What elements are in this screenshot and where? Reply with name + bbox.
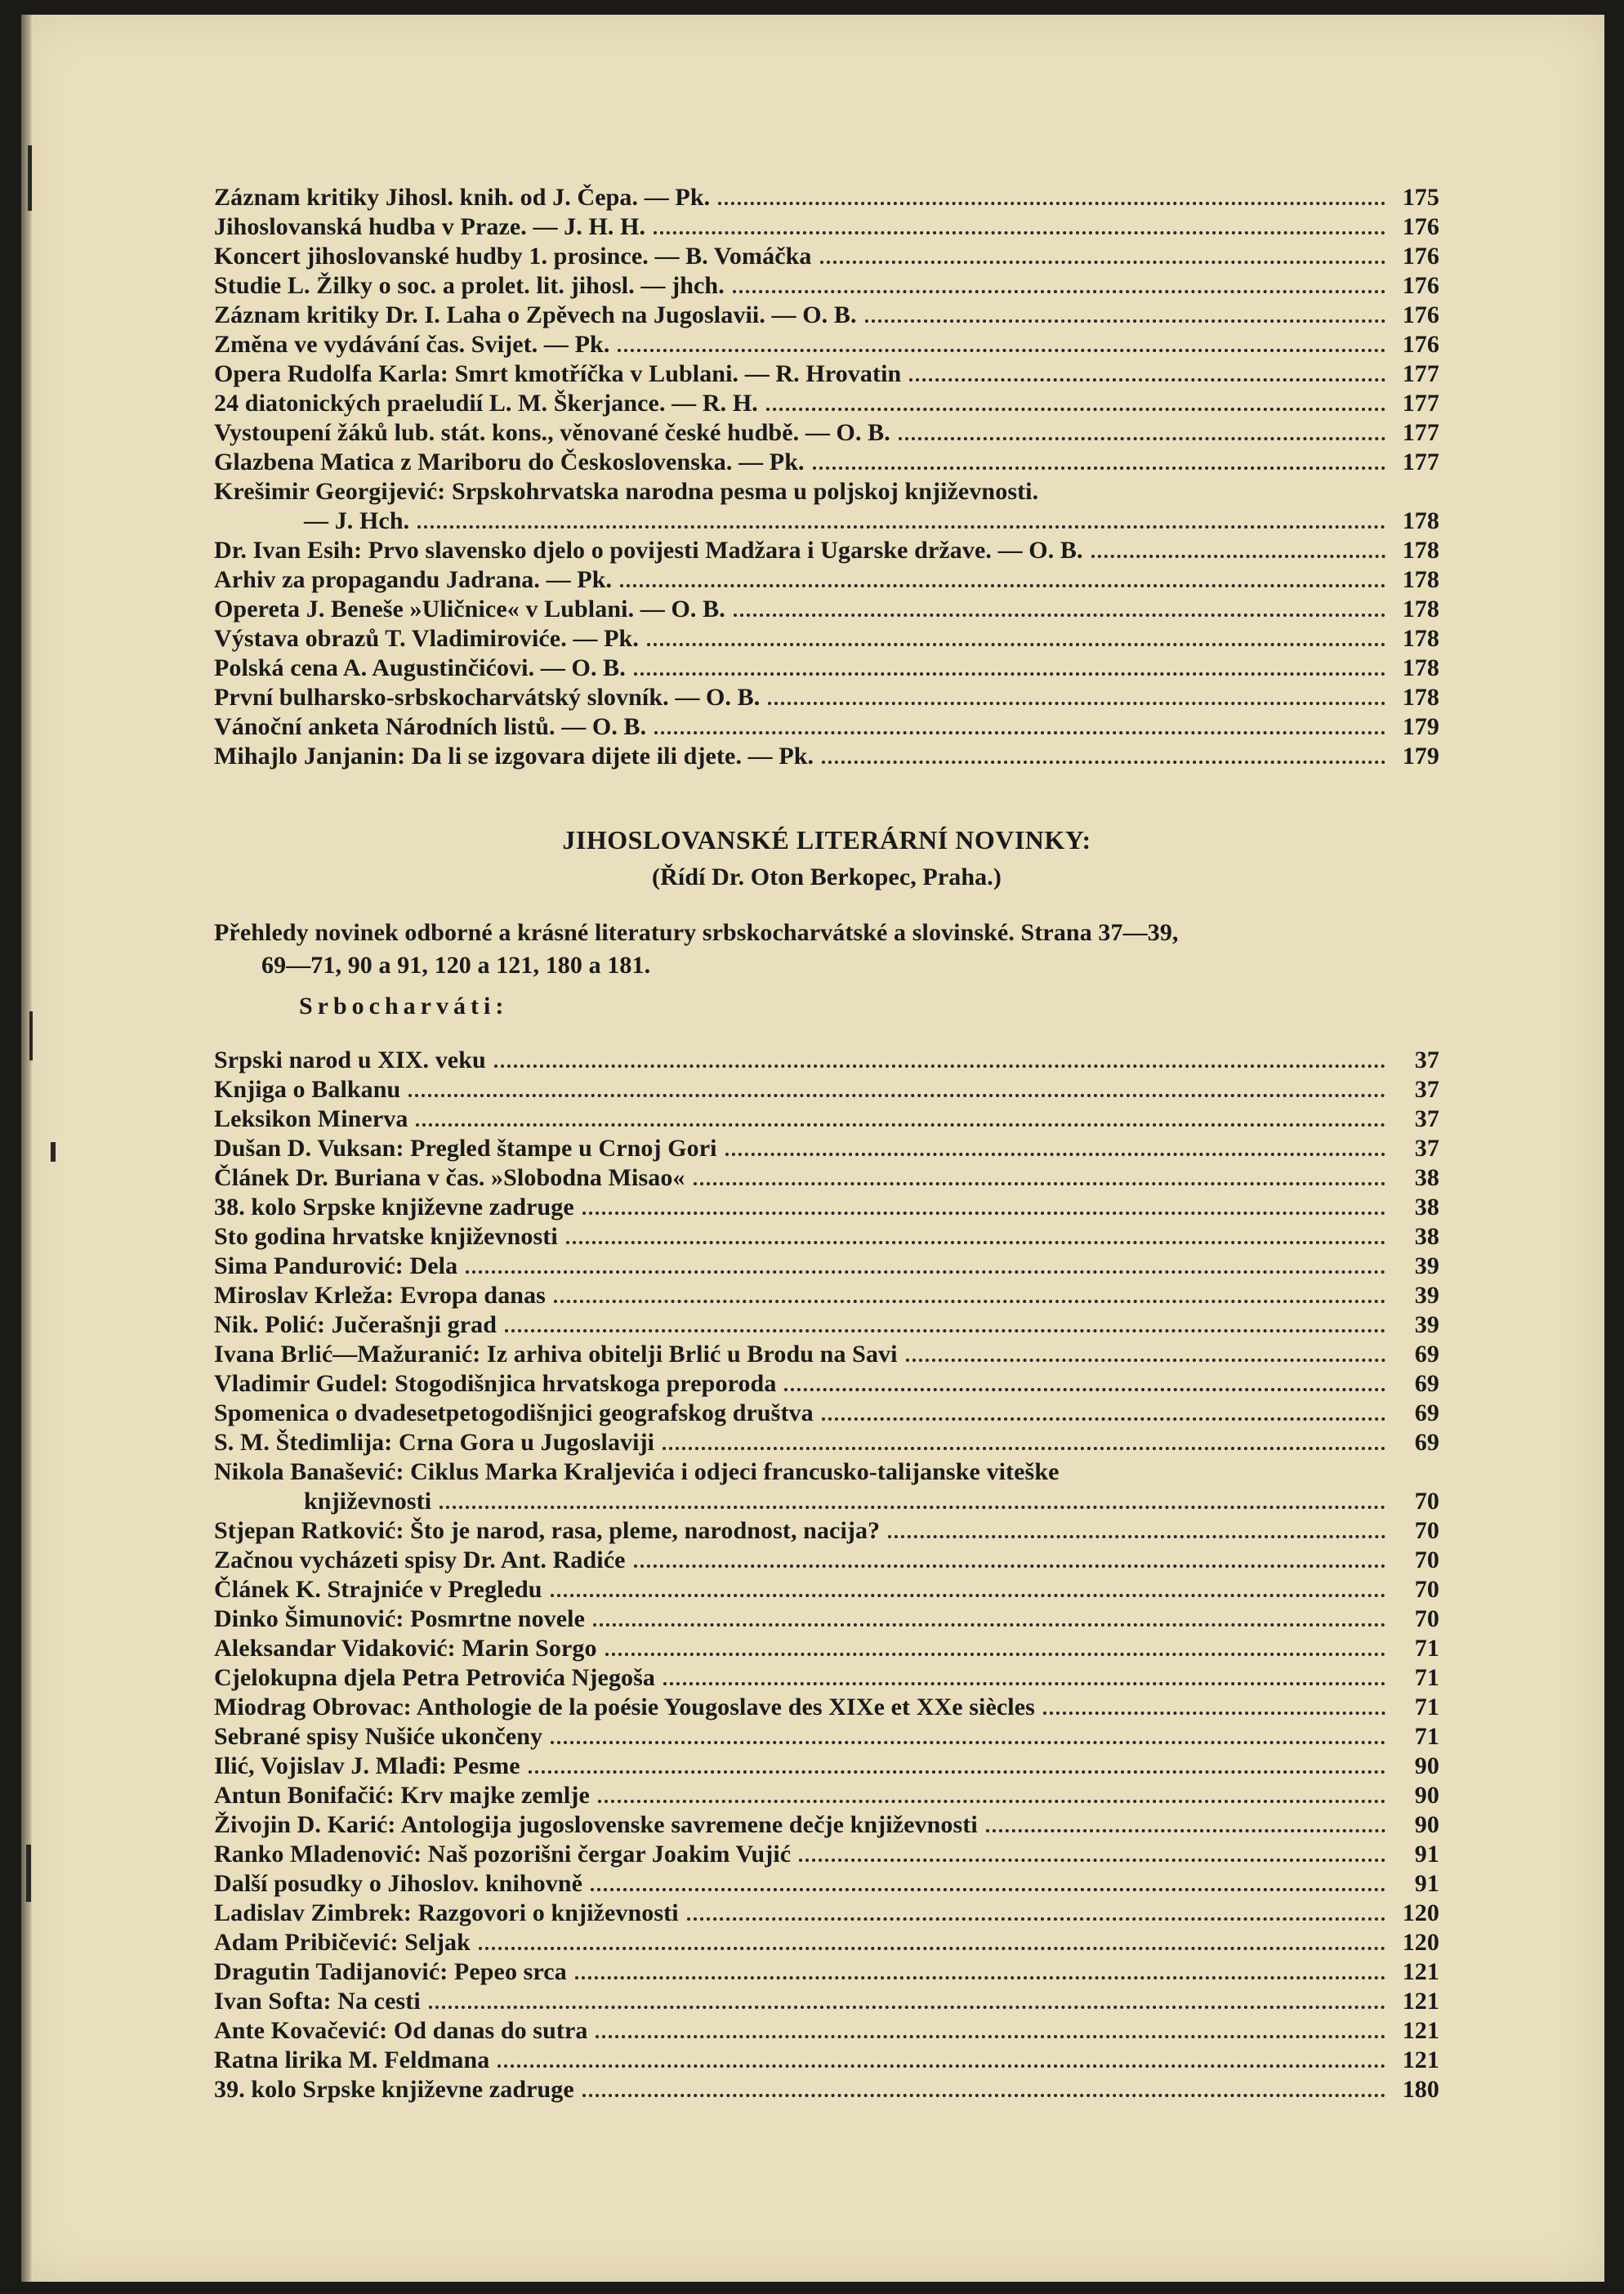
toc-entry-text: Knjiga o Balkanu	[214, 1076, 401, 1103]
dot-leader	[694, 1182, 1385, 1185]
toc-page-number: 177	[1402, 419, 1439, 446]
dot-leader	[551, 1594, 1385, 1597]
toc-entry-text: Ivan Softa: Na cesti	[214, 1988, 421, 2015]
section-title: JIHOSLOVANSKÉ LITERÁRNÍ NOVINKY:	[562, 825, 1091, 855]
dot-leader	[494, 1064, 1385, 1068]
toc-entry-text: Sto godina hrvatske književnosti	[214, 1223, 558, 1250]
section-editor: (Řídí Dr. Oton Berkopec, Praha.)	[652, 864, 1002, 890]
dot-leader	[654, 231, 1385, 234]
toc-entry	[214, 2075, 1439, 2104]
toc-entry	[214, 2016, 1439, 2046]
subheading-srbocharvati: Srbocharváti:	[299, 993, 509, 1020]
dot-leader	[634, 1564, 1385, 1568]
dot-leader	[479, 1947, 1385, 1950]
toc-page-number: 70	[1414, 1517, 1439, 1544]
dot-leader	[575, 1976, 1385, 1979]
toc-entry-text: Vladimir Gudel: Stogodišnjica hrvatskoga preporoda	[214, 1370, 777, 1397]
toc-entry-text: Polská cena A. Augustinčićovi. — O. B.	[214, 654, 626, 681]
toc-entry	[214, 536, 1439, 565]
toc-entry-continuation: književnosti	[304, 1488, 432, 1515]
dot-leader	[647, 643, 1385, 646]
toc-page-number: 121	[1402, 2046, 1439, 2073]
dot-leader	[820, 261, 1385, 264]
toc-page-number: 179	[1402, 713, 1439, 740]
dot-leader	[582, 1212, 1385, 1215]
toc-entry	[214, 1134, 1439, 1163]
toc-page-number: 69	[1414, 1429, 1439, 1456]
toc-entry	[214, 1310, 1439, 1340]
dot-leader	[505, 1329, 1385, 1332]
toc-page-number: 38	[1414, 1194, 1439, 1221]
toc-entry	[214, 242, 1439, 271]
toc-entry	[214, 1222, 1439, 1252]
toc-entry	[214, 507, 1439, 536]
toc-entry	[214, 2046, 1439, 2075]
toc-entry	[214, 1840, 1439, 1869]
toc-entry-text: Opereta J. Beneše »Uličnice« v Lublani. — O. B.	[214, 596, 725, 623]
dot-leader	[605, 1653, 1385, 1656]
toc-entry-text: Nikola Banašević: Ciklus Marka Kraljevića i odjeci francusko-talijanske viteške	[214, 1458, 1060, 1485]
toc-entry	[214, 1957, 1439, 1987]
toc-entry	[214, 1928, 1439, 1957]
toc-entry	[214, 1899, 1439, 1928]
toc-entry	[214, 1634, 1439, 1663]
toc-page-number: 177	[1402, 360, 1439, 387]
dot-leader	[417, 525, 1385, 529]
toc-page-number: 176	[1402, 243, 1439, 270]
toc-entry-text: Záznam kritiky Dr. I. Laha o Zpěvech na Jugoslavii. — O. B.	[214, 301, 857, 328]
toc-page-number: 178	[1402, 566, 1439, 593]
toc-page-number: 37	[1414, 1105, 1439, 1132]
toc-page-number: 121	[1402, 2017, 1439, 2044]
dot-leader	[466, 1270, 1385, 1274]
toc-entry-text: Ilić, Vojislav J. Mlađi: Pesme	[214, 1752, 520, 1779]
dot-leader	[865, 319, 1385, 323]
dot-leader	[799, 1859, 1385, 1862]
toc-entry	[214, 1546, 1439, 1575]
binding-mark	[26, 1845, 31, 1902]
toc-entry-text: 38. kolo Srpske književne zadruge	[214, 1194, 574, 1221]
dot-leader	[551, 1741, 1385, 1744]
dot-leader	[663, 1682, 1385, 1685]
toc-entry-text: S. M. Štedimlija: Crna Gora u Jugoslaviji	[214, 1429, 655, 1456]
toc-entry-text: Sima Pandurović: Dela	[214, 1252, 458, 1279]
toc-page-number: 37	[1414, 1076, 1439, 1103]
toc-page-number: 39	[1414, 1282, 1439, 1309]
toc-entry-text: Další posudky o Jihoslov. knihovně	[214, 1870, 583, 1897]
toc-entry	[214, 301, 1439, 330]
toc-entry	[214, 359, 1439, 389]
dot-leader	[618, 349, 1385, 352]
toc-page-number: 121	[1402, 1988, 1439, 2015]
toc-entry-text: Cjelokupna djela Petra Petrovića Njegoša	[214, 1664, 656, 1691]
toc-entry-text: Jihoslovanská hudba v Praze. — J. H. H.	[214, 213, 646, 240]
toc-page-number: 176	[1402, 213, 1439, 240]
toc-entry-text: 39. kolo Srpske književne zadruge	[214, 2076, 574, 2103]
dot-leader	[566, 1241, 1385, 1244]
page-content	[214, 183, 1439, 2104]
toc-entry-text: Ante Kovačević: Od danas do sutra	[214, 2017, 588, 2044]
toc-page-number: 91	[1414, 1841, 1439, 1868]
toc-page-number: 90	[1414, 1782, 1439, 1809]
toc-entry-text: Článek Dr. Buriana v čas. »Slobodna Misao«	[214, 1164, 685, 1191]
dot-leader	[725, 1153, 1385, 1156]
toc-entry	[214, 212, 1439, 242]
toc-page-number: 71	[1414, 1664, 1439, 1691]
dot-leader	[734, 614, 1385, 617]
dot-leader	[591, 1888, 1385, 1891]
toc-entry-text: Živojin D. Karić: Antologija jugoslovenske savremene dečje književnosti	[214, 1811, 978, 1838]
dot-leader	[813, 466, 1385, 470]
toc-page-number: 176	[1402, 301, 1439, 328]
dot-leader	[784, 1388, 1385, 1391]
toc-entry-text: Vánoční anketa Národních listů. — O. B.	[214, 713, 647, 740]
toc-entry-text: Srpski narod u XIX. veku	[214, 1047, 486, 1073]
dot-leader	[620, 584, 1385, 587]
toc-page-number: 69	[1414, 1399, 1439, 1426]
toc-entry	[214, 1193, 1439, 1222]
scanned-page	[21, 15, 1604, 2282]
toc-page-number: 121	[1402, 1958, 1439, 1985]
toc-entry-text: Změna ve vydávání čas. Svijet. — Pk.	[214, 331, 610, 358]
toc-entry	[214, 1693, 1439, 1722]
dot-leader	[888, 1535, 1385, 1538]
toc-page-number: 178	[1402, 625, 1439, 652]
toc-entry-text: Dinko Šimunović: Posmrtne novele	[214, 1605, 586, 1632]
novinky-list	[214, 1046, 1439, 2104]
toc-entry-continuation: — J. Hch.	[304, 507, 410, 534]
toc-entry	[214, 1575, 1439, 1604]
toc-entry-text: Záznam kritiky Jihosl. knih. od J. Čepa. — Pk.	[214, 184, 711, 211]
toc-entry	[214, 742, 1439, 771]
toc-entry	[214, 1810, 1439, 1840]
toc-entry	[214, 1163, 1439, 1193]
toc-page-number: 37	[1414, 1135, 1439, 1162]
toc-entry	[214, 1046, 1439, 1075]
toc-entry-text: Arhiv za propagandu Jadrana. — Pk.	[214, 566, 613, 593]
toc-entry	[214, 1281, 1439, 1310]
toc-entry	[214, 1428, 1439, 1457]
toc-page-number: 176	[1402, 272, 1439, 299]
dot-leader	[596, 2035, 1385, 2038]
dot-leader	[766, 408, 1385, 411]
toc-entry	[214, 1369, 1439, 1399]
dot-leader	[634, 672, 1385, 676]
toc-page-number: 177	[1402, 390, 1439, 417]
toc-page-number: 37	[1414, 1047, 1439, 1073]
toc-entry	[214, 389, 1439, 418]
toc-page-number: 71	[1414, 1723, 1439, 1750]
toc-page-number: 180	[1402, 2076, 1439, 2103]
dot-leader	[687, 1917, 1385, 1921]
toc-entry	[214, 1752, 1439, 1781]
toc-entry-text: Sebrané spisy Nušiće ukončeny	[214, 1723, 543, 1750]
dot-leader	[416, 1123, 1385, 1127]
toc-entry-text: Ivana Brlić—Mažuranić: Iz arhiva obitelji Brlić u Brodu na Savi	[214, 1341, 898, 1368]
toc-entry	[214, 1781, 1439, 1810]
toc-entry	[214, 183, 1439, 212]
toc-page-number: 176	[1402, 331, 1439, 358]
dot-leader	[822, 1417, 1385, 1421]
toc-entry	[214, 654, 1439, 683]
toc-entry	[214, 1987, 1439, 2016]
toc-entry-text: Glazbena Matica z Mariboru do Československa. — Pk.	[214, 449, 805, 475]
toc-entry-text: Výstava obrazů T. Vladimiroviće. — Pk.	[214, 625, 639, 652]
dot-leader	[554, 1300, 1385, 1303]
binding-mark	[29, 1011, 33, 1060]
toc-entry	[214, 712, 1439, 742]
toc-entry	[214, 1075, 1439, 1105]
intro-line-2: 69—71, 90 a 91, 120 a 121, 180 a 181.	[261, 952, 651, 979]
toc-page-number: 179	[1402, 743, 1439, 770]
dot-leader	[718, 202, 1385, 205]
dot-leader	[582, 2094, 1385, 2097]
toc-entry-text: Ratna lirika M. Feldmana	[214, 2046, 490, 2073]
toc-page-number: 178	[1402, 537, 1439, 564]
toc-page-number: 39	[1414, 1311, 1439, 1338]
toc-entry-text: Opera Rudolfa Karla: Smrt kmotříčka v Lublani. — R. Hrovatin	[214, 360, 902, 387]
dot-leader	[663, 1447, 1385, 1450]
toc-entry-text: Leksikon Minerva	[214, 1105, 408, 1132]
toc-page-number: 70	[1414, 1488, 1439, 1515]
toc-entry-text: Miodrag Obrovac: Anthologie de la poésie Yougoslave des XIXe et XXe siècles	[214, 1694, 1035, 1720]
toc-entry-text: Stjepan Ratković: Što je narod, rasa, pleme, narodnost, nacija?	[214, 1517, 881, 1544]
dot-leader	[768, 702, 1385, 705]
toc-entry-text: Nik. Polić: Jučerašnji grad	[214, 1311, 497, 1338]
toc-page-number: 70	[1414, 1546, 1439, 1573]
toc-entry-text: Mihajlo Janjanin: Da li se izgovara dijete ili djete. — Pk.	[214, 743, 814, 770]
dot-leader	[408, 1094, 1385, 1097]
toc-entry-text: Článek K. Strajniće v Pregledu	[214, 1576, 542, 1603]
toc-page-number: 70	[1414, 1605, 1439, 1632]
toc-page-number: 178	[1402, 596, 1439, 623]
toc-page-number: 120	[1402, 1899, 1439, 1926]
toc-entry-text: Dušan D. Vuksan: Pregled štampe u Crnoj Gori	[214, 1135, 717, 1162]
toc-entry	[214, 1487, 1439, 1516]
toc-entry	[214, 448, 1439, 477]
dot-leader	[822, 761, 1385, 764]
toc-entry	[214, 1722, 1439, 1752]
dot-leader	[899, 437, 1385, 440]
dot-leader	[909, 378, 1385, 382]
dot-leader	[529, 1770, 1385, 1774]
toc-entry-text: Studie L. Žilky o soc. a prolet. lit. jihosl. — jhch.	[214, 272, 725, 299]
toc-page-number: 71	[1414, 1635, 1439, 1662]
dot-leader	[598, 1800, 1385, 1803]
intro-line-1: Přehledy novinek odborné a krásné literatury srbskocharvátské a slovinské. Strana 37—39,	[214, 919, 1179, 946]
dot-leader	[439, 1506, 1385, 1509]
section-intro	[214, 917, 1439, 982]
toc-entry	[214, 330, 1439, 359]
toc-entry-text: Koncert jihoslovanské hudby 1. prosince. — B. Vomáčka	[214, 243, 812, 270]
toc-entry	[214, 1869, 1439, 1899]
toc-entry	[214, 595, 1439, 624]
toc-page-number: 39	[1414, 1252, 1439, 1279]
toc-entry-text: Ladislav Zimbrek: Razgovori o književnosti	[214, 1899, 679, 1926]
toc-entry-text: 24 diatonických praeludií L. M. Škerjance. — R. H.	[214, 390, 758, 417]
dot-leader	[429, 2006, 1385, 2009]
toc-entry	[214, 1516, 1439, 1546]
toc-entry-text: Ranko Mladenović: Naš pozorišni čergar Joakim Vujić	[214, 1841, 792, 1868]
toc-page-number: 69	[1414, 1370, 1439, 1397]
toc-page-number: 38	[1414, 1164, 1439, 1191]
toc-entry-text: Adam Pribičević: Seljak	[214, 1929, 471, 1956]
toc-entry	[214, 1604, 1439, 1634]
toc-page-number: 175	[1402, 184, 1439, 211]
toc-entry-text: Vystoupení žáků lub. stát. kons., věnované české hudbě. — O. B.	[214, 419, 890, 446]
toc-entry	[214, 418, 1439, 448]
toc-page-number: 120	[1402, 1929, 1439, 1956]
binding-mark	[51, 1142, 56, 1162]
toc-entry	[214, 683, 1439, 712]
toc-page-number: 90	[1414, 1811, 1439, 1838]
page-binding-edge	[21, 15, 33, 2282]
toc-page-number: 70	[1414, 1576, 1439, 1603]
toc-entry	[214, 624, 1439, 654]
dot-leader	[654, 731, 1385, 734]
toc-entry-text: Dr. Ivan Esih: Prvo slavensko djelo o povijesti Madžara i Ugarske države. — O. B.	[214, 537, 1083, 564]
toc-entry-text: Aleksandar Vidaković: Marin Sorgo	[214, 1635, 597, 1662]
toc-entry-text: Antun Bonifačić: Krv majke zemlje	[214, 1782, 590, 1809]
dot-leader	[1091, 555, 1385, 558]
toc-entry-text: Dragutin Tadijanović: Pepeo srca	[214, 1958, 567, 1985]
toc-entry	[214, 1340, 1439, 1369]
toc-entry	[214, 271, 1439, 301]
toc-entry-text: Miroslav Krleža: Evropa danas	[214, 1282, 546, 1309]
toc-entry-text: Začnou vycházeti spisy Dr. Ant. Radiće	[214, 1546, 626, 1573]
dot-leader	[1043, 1712, 1385, 1715]
toc-entry	[214, 1252, 1439, 1281]
toc-page-number: 178	[1402, 684, 1439, 711]
toc-page-number: 38	[1414, 1223, 1439, 1250]
toc-page-number: 177	[1402, 449, 1439, 475]
toc-page-number: 91	[1414, 1870, 1439, 1897]
toc-entry	[214, 1663, 1439, 1693]
binding-mark	[28, 145, 32, 211]
toc-page-number: 71	[1414, 1694, 1439, 1720]
toc-page-number: 90	[1414, 1752, 1439, 1779]
toc-page-number: 69	[1414, 1341, 1439, 1368]
toc-page-number: 178	[1402, 507, 1439, 534]
toc-entry	[214, 1105, 1439, 1134]
dot-leader	[986, 1829, 1385, 1832]
dot-leader	[733, 290, 1385, 293]
dot-leader	[593, 1623, 1385, 1627]
toc-entry-text: Krešimir Georgijević: Srpskohrvatska narodna pesma u poljskoj književnosti.	[214, 478, 1039, 505]
dot-leader	[906, 1359, 1385, 1362]
toc-entry-text: První bulharsko-srbskocharvátský slovník. — O. B.	[214, 684, 761, 711]
toc-entry	[214, 1399, 1439, 1428]
toc-entry-text: Spomenica o dvadesetpetogodišnjici geografskog društva	[214, 1399, 814, 1426]
reviews-list	[214, 183, 1439, 771]
toc-entry	[214, 565, 1439, 595]
dot-leader	[497, 2064, 1385, 2068]
toc-page-number: 178	[1402, 654, 1439, 681]
